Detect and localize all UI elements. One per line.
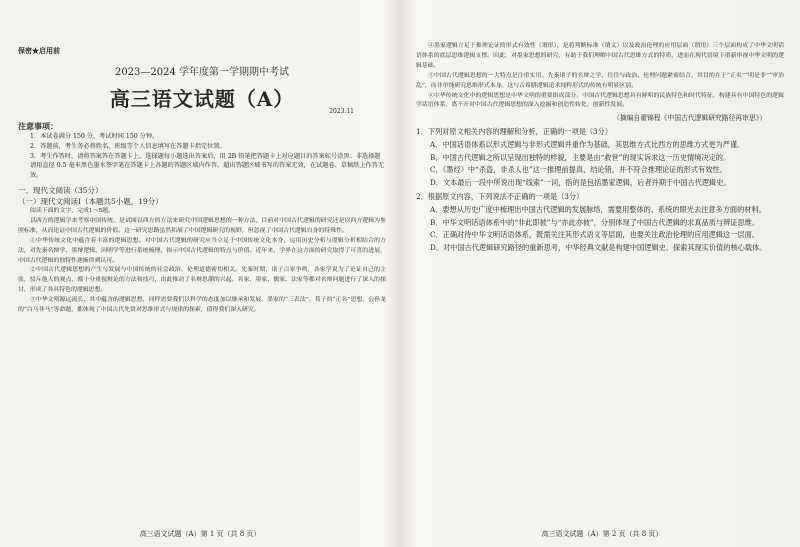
answer-option: C．正确对待中华文明话语体系，既需关注其形式语义等层面，也要关注政治伦理的应用逻辑这一层面。	[430, 230, 759, 240]
answer-option: B．中国古代逻辑之所以呈现出独特的样貌，主要是由“救世”的现实诉求这一历史情境决定的。	[430, 152, 731, 162]
reading-paragraph: ⑤中国古代逻辑思想的一大特点是注重实用。先秦诸子的名辩之学，往往与政治、伦理问题紧密结合，其目的在于“正名”“明是非”“审治乱”，而非单纯研究思维形式本身。这与古希腊逻辑追求纯粹形式的传统有明显区别。	[416, 72, 784, 89]
answer-option: A．要想从历史广度中梳理出中国古代逻辑的发展脉络，需要用整体的、系统的眼光去注意多方面的材料。	[430, 204, 766, 214]
secret-label: 保密★启用前	[18, 46, 60, 55]
answer-option: C．《墨经》中“杀盗，非杀人也”这一推理前提真、结论错，并不符合推理论证的形式有效性。	[430, 165, 727, 175]
page-footer: 高三语文试题（A）第 2 页（共 8 页）	[541, 530, 663, 538]
reading-paragraph: ②中国古代逻辑思想的产生与发展与中国传统的社会政治、伦理道德密切相关。先秦时期，诸子百家争鸣，各家学说为了论证自己的主张，驳斥他人的观点，都十分重视辩论的方法和技巧，由此推动了名辩思潮的兴起。名家、墨家、儒家、法家等都对名辩问题进行了深入的探讨，形成了各具特色的逻辑思想。	[18, 267, 386, 294]
subsection-heading: （一）现代文阅读Ⅰ（本题共5小题，19分）	[18, 196, 163, 206]
note-item: 2．答题前，考生务必将姓名、班级等个人信息填写在答题卡指定位置。	[30, 142, 226, 150]
notes-heading: 注意事项：	[18, 121, 58, 131]
reading-paragraph: ⑥中华传统文化中的逻辑思想是中华文明的重要组成部分。中国古代逻辑思想具有鲜明的民族特色和时代特征，构建具有中国特色的逻辑学话语体系，离不开对中国古代逻辑思想的深入挖掘和创造性转化、创新性发展。	[416, 92, 784, 109]
subject-title: 高三语文试题（A）	[109, 87, 295, 111]
instruction: 阅读下面的文字，完成1～5题。	[30, 207, 115, 214]
answer-option: A．中国话语体系以形式逻辑与非形式逻辑并重作为基础，其思维方式比西方的思维方式更为严谨。	[430, 139, 745, 149]
reading-paragraph: ④墨家逻辑立足于推理论证的形式有效性（谓形），是将判断标准（谓义）以及政治伦理的应用层面（谓用）三个层面构成了中华文明话语体系的底层思维逻辑支撑。因此，对墨家思想的研究，有助于我们理解中国古代思维方式的特质，进而在现代语境下重新审视中华文明的逻辑基础。	[416, 43, 784, 69]
page-footer: 高三语文试题（A）第 1 页（共 8 页）	[139, 530, 261, 538]
answer-option: B．中华文明话语体系中的“非此即彼”与“亦此亦彼”，分别体现了中国古代逻辑的求真品质与辨证思维。	[430, 217, 760, 227]
section-heading: 一、现代文阅读（35分）	[18, 185, 103, 195]
exam-date: 2023.11	[329, 108, 354, 115]
source-citation: （摘编自翟锦程《中国古代逻辑研究路径再审思》）	[613, 114, 766, 123]
page-two	[404, 0, 800, 547]
note-item: 3．考生作答时，请将答案答在答题卡上。选择题每小题选出答案后，用 2B 铅笔把答题卡上对应题目的答案标号涂黑；非选择题请用直径 0.5 毫米黑色墨水签字笔在答题卡上各题的答题区域内作答。超出答题区域书写的答案无效，在试题卷、草稿纸上作答无效。	[30, 152, 385, 180]
reading-paragraph: ①中华传统文化中蕴含着丰富的逻辑思想。对中国古代逻辑的研究应当立足于中国传统文化本身，运用历史分析与逻辑分析相结合的方法，对先秦名辩学、墨辩逻辑、因明学等进行系统梳理，揭示中国古代逻辑的特点与价值。近年来，学界在这方面的研究取得了可喜的进展，中国古代逻辑的独特性逐渐得到认可。	[18, 237, 386, 264]
reading-paragraph: ③中华文明源远流长，其中蕴含的逻辑思想，同样需要我们以科学的态度加以继承和发展。墨家的“三表法”、荀子的“正名”思想、公孙龙的“白马非马”等命题，都体现了中国古代先贤对思维形式与规律的探索，值得我们深入研究。	[18, 297, 386, 314]
exam-title: 2023—2024 学年度第一学期期中考试	[114, 67, 290, 78]
reading-paragraph: 以西方的逻辑学来考察中国传统，是试图以西方的方法来研究中国逻辑思想的一种方法。目前对中国古代逻辑的研究还是以西方逻辑为参照标准，从而论证中国古代逻辑的价值。这一研究思路虽然拓展了中国逻辑研究的视野，但忽视了中国古代逻辑自身的特殊性。	[18, 217, 386, 234]
question-stem: 1．下列对原文相关内容的理解和分析，正确的一项是（3分）	[416, 127, 613, 137]
answer-option: D．文本最后一段中所说出现“线索”一词，指的是包括墨家逻辑，后者并期于中国古代逻辑史。	[430, 177, 731, 187]
note-item: 1．本试卷满分 150 分，考试时间 150 分钟。	[30, 133, 159, 140]
question-stem: 2．根据原文内容，下列说法不正确的一项是（3分）	[416, 192, 584, 202]
answer-option: D．对中国古代逻辑研究路径的重新思考，中华经典文献是构建中国逻辑史、探索其现实价值的核心载体。	[430, 242, 767, 252]
